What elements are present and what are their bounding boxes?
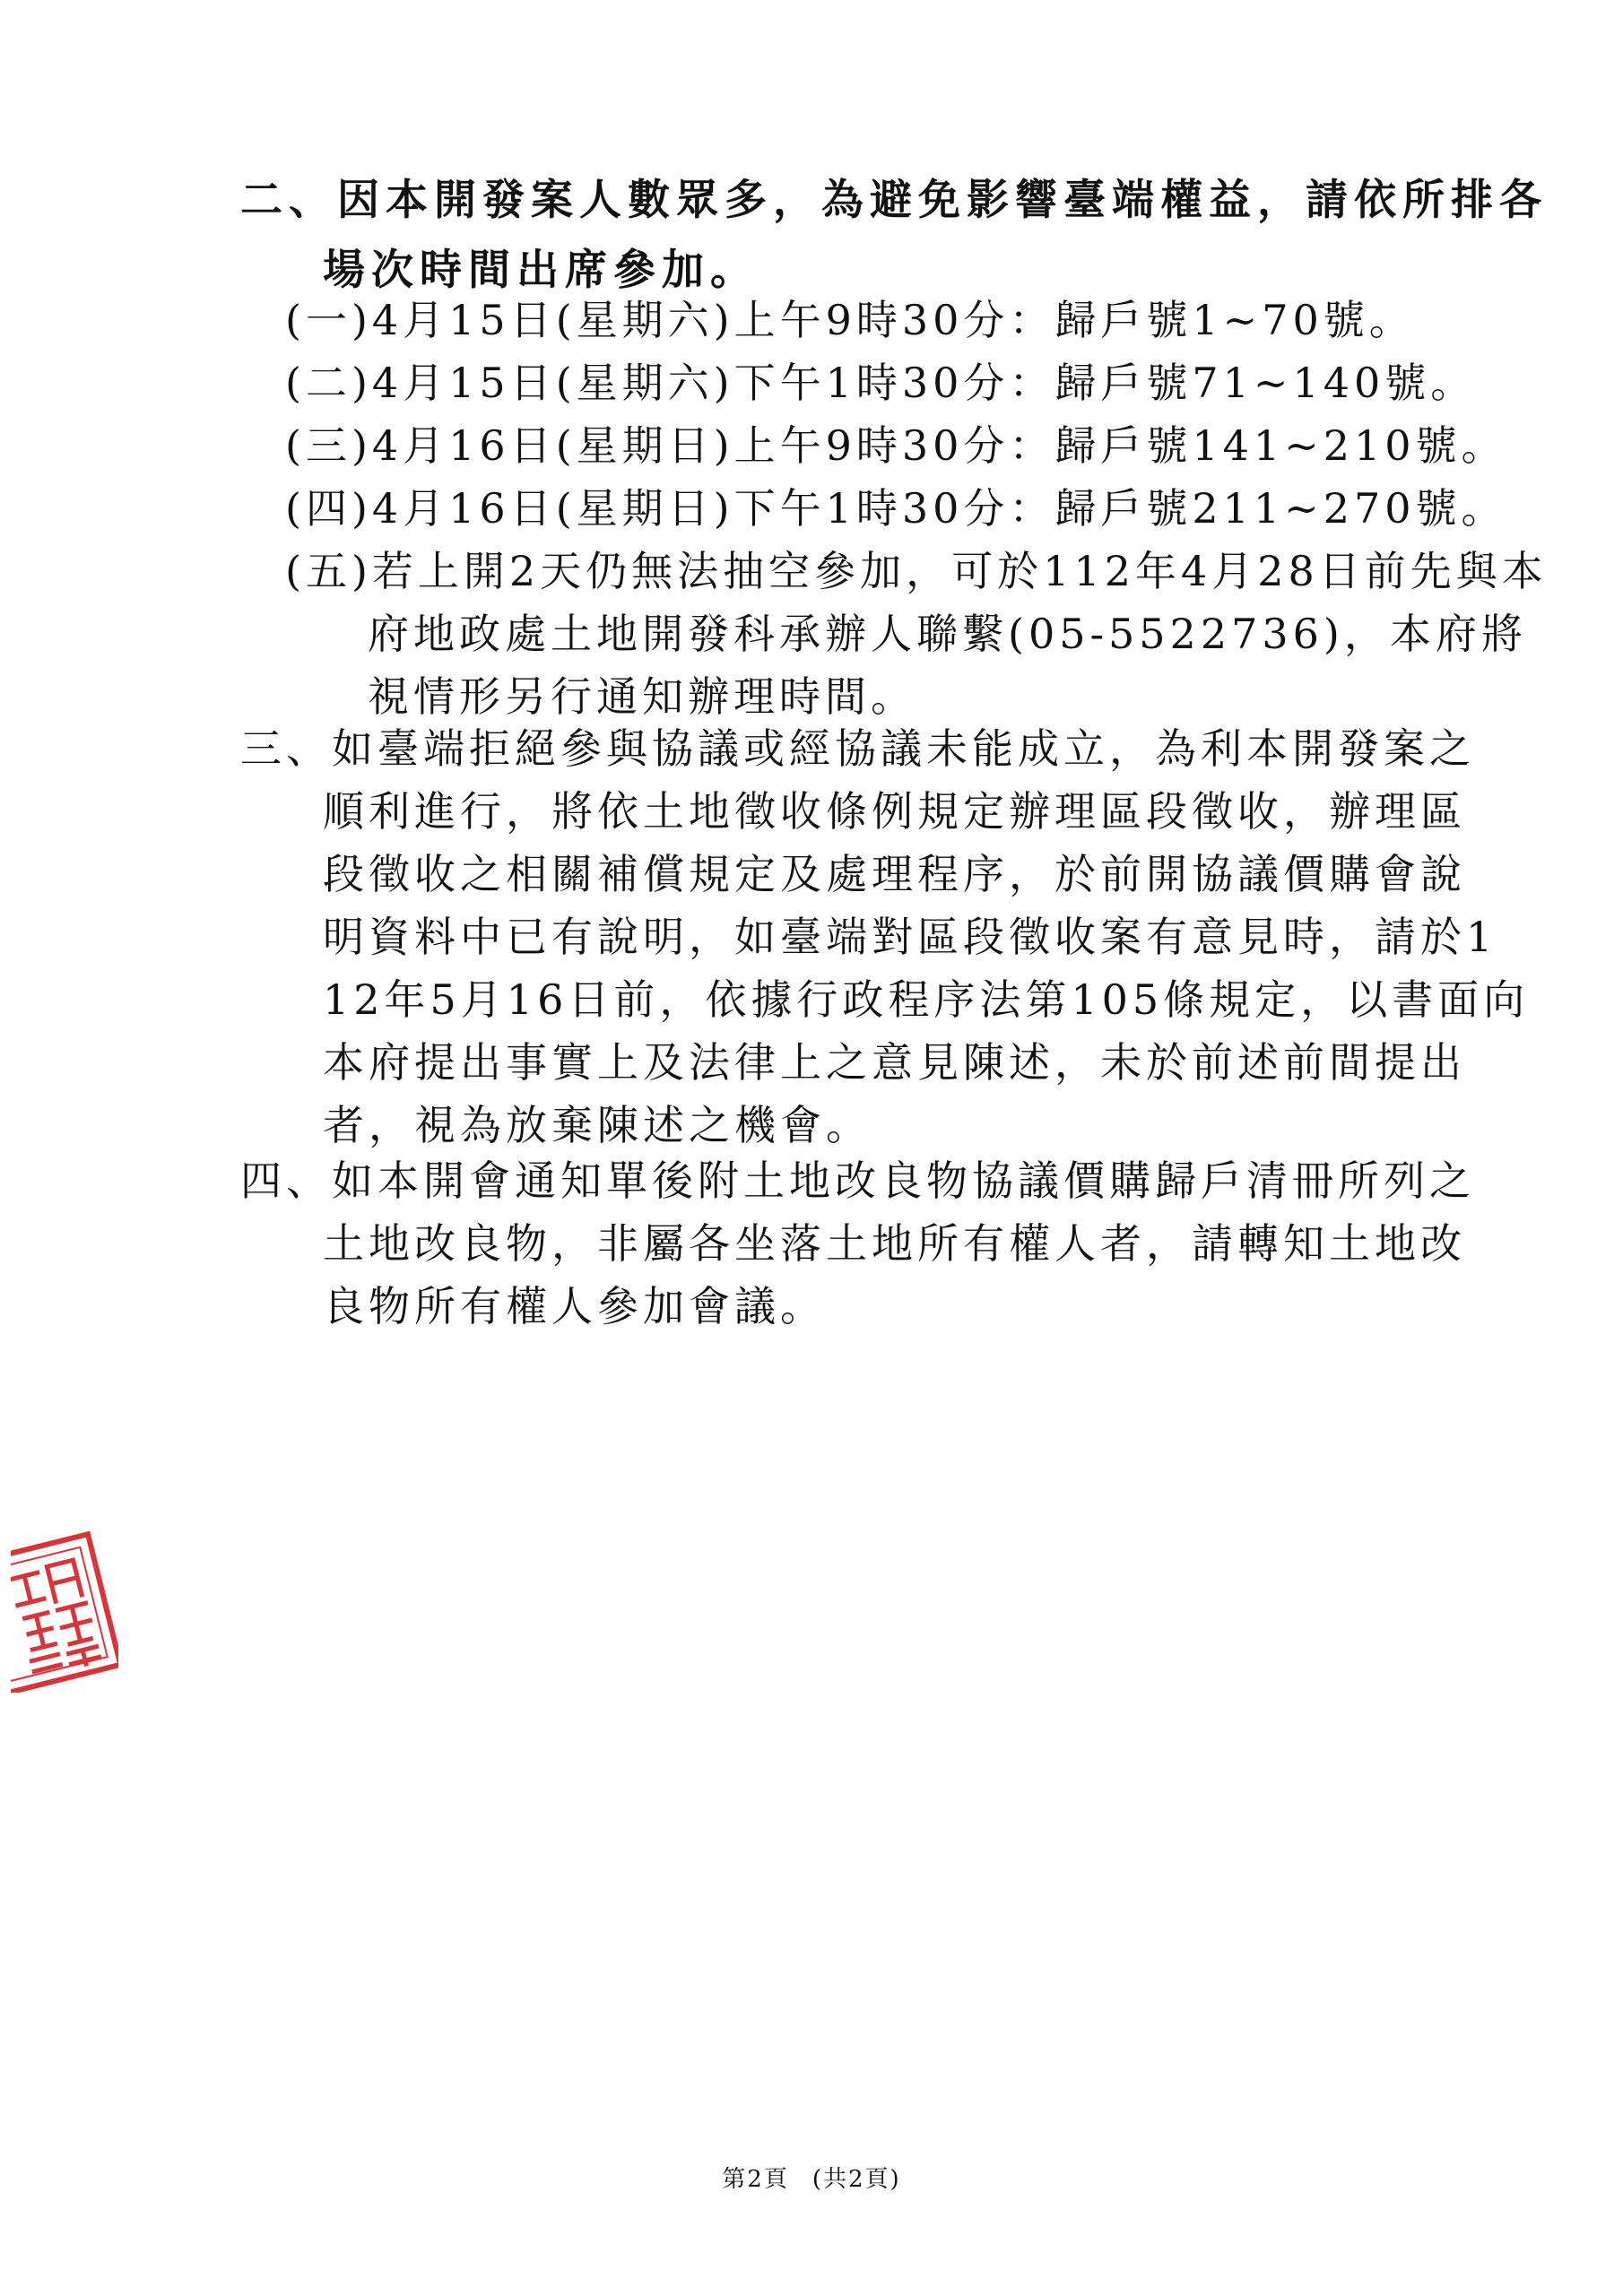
section-four-line-2: 土地改良物，非屬各坐落土地所有權人者，請轉知土地改: [323, 1219, 1466, 1268]
schedule-item-5-line-1: (五)若上開2天仍無法抽空參加，可於112年4月28日前先與本: [285, 547, 1548, 595]
section-three: [240, 717, 1530, 1157]
section-three-line-5: 12年5月16日前，依據行政程序法第105條規定，以書面向: [323, 975, 1530, 1024]
schedule-item-2: (二)4月15日(星期六)下午1時30分：歸戶號71~140號。: [285, 359, 1477, 407]
page-total: (共2頁): [812, 2166, 901, 2193]
schedule-item-5-line-3: 視情形另行通知辦理時間。: [368, 672, 916, 721]
official-seal-stamp: [11, 1522, 118, 1693]
schedule-item-5-line-2: 府地政處土地開發科承辦人聯繫(05-5522736)，本府將: [368, 610, 1527, 658]
schedule-item-1: (一)4月15日(星期六)上午9時30分：歸戶號1~70號。: [285, 296, 1415, 344]
page-footer: [0, 2161, 1623, 2194]
section-three-line-2: 順利進行，將依土地徵收條例規定辦理區段徵收，辦理區: [323, 787, 1466, 836]
section-three-line-6: 本府提出事實上及法律上之意見陳述，未於前述前間提出: [323, 1038, 1466, 1087]
page-number: 第2頁: [722, 2166, 789, 2193]
section-four: [240, 1149, 1475, 1338]
section-three-line-3: 段徵收之相關補償規定及處理程序，於前開協議價購會說: [323, 850, 1466, 898]
section-three-line-7: 者，視為放棄陳述之機會。: [323, 1101, 872, 1149]
schedule-item-4: (四)4月16日(星期日)下午1時30分：歸戶號211~270號。: [285, 484, 1507, 533]
section-four-line-1: 四、如本開會通知單後附土地改良物協議價購歸戶清冊所列之: [240, 1157, 1475, 1205]
seal-graphic: [11, 1522, 118, 1693]
section-two-line-2: 場次時間出席參加。: [323, 246, 759, 295]
schedule-list: [240, 289, 1548, 728]
section-two: [240, 166, 1548, 306]
schedule-item-3: (三)4月16日(星期日)上午9時30分：歸戶號141~210號。: [285, 421, 1507, 470]
section-four-line-3: 良物所有權人參加會議。: [323, 1282, 826, 1330]
section-three-line-1: 三、如臺端拒絕參與協議或經協議未能成立，為利本開發案之: [240, 724, 1475, 773]
section-two-line-1: 二、因本開發案人數眾多，為避免影響臺端權益，請依所排各: [240, 176, 1548, 225]
section-three-line-4: 明資料中已有說明，如臺端對區段徵收案有意見時，請於1: [323, 913, 1497, 961]
